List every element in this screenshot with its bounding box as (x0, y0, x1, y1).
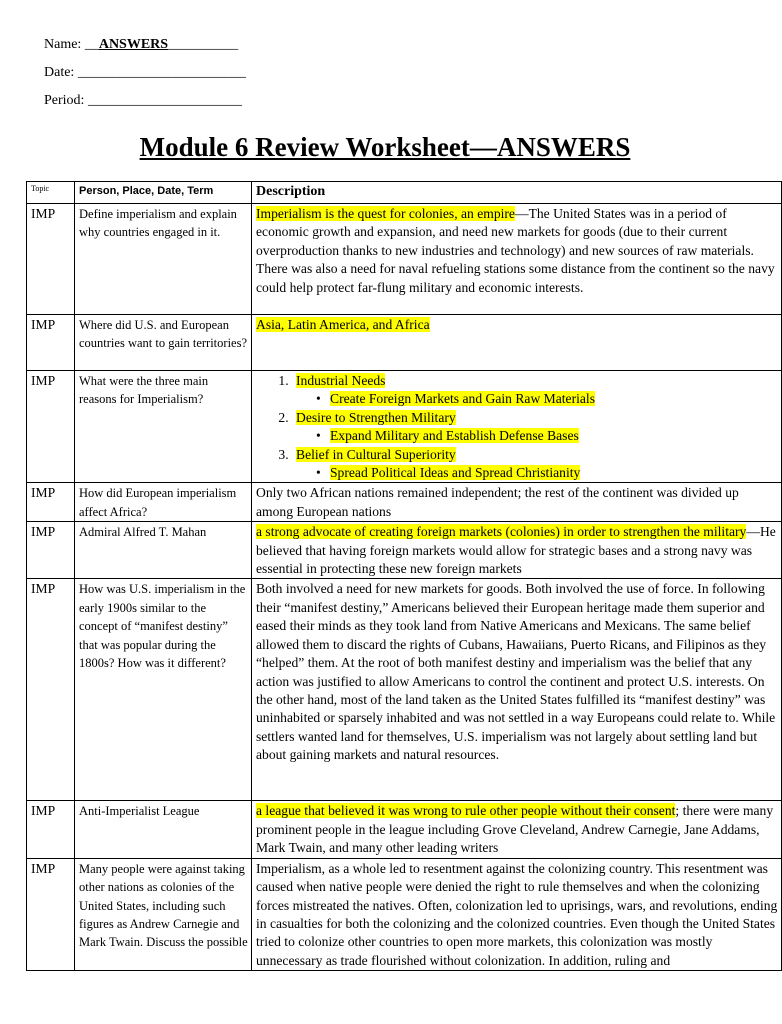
reasons-list (256, 372, 778, 482)
row-topic: IMP (27, 801, 75, 858)
row-description (252, 801, 782, 858)
reason-sub: Create Foreign Markets and Gain Raw Materials (330, 391, 595, 407)
row-topic: IMP (27, 858, 75, 970)
row-description: Both involved a need for new markets for goods. Both involved the use of force. In following their “manifest destiny,” Americans believed their European heritage made them superior and eased their minds as they took land from Native Americans and Mexicans. The same belief allowed them to discard the rights of Cubans, Hawaiians, Puerto Ricans, and Filipinos as they “helped” them. At the root of both manifest destiny and imperialism was the belief that any action was justified to allow Americans to control the continent and protect U.S. interests. On the other hand, most of the land taken as the United States fulfilled its “manifest destiny” was uninhabited or sparsely inhabited and was not settled in a way Europeans could relate to. While settlers wanted land for themselves, U.S. imperialism was not largely about settling land but about gaining markets and natural resources. (252, 579, 782, 801)
name-value: ANSWERS (98, 37, 169, 52)
row-description (252, 371, 782, 483)
table-row (27, 371, 782, 483)
reason-subitem (326, 464, 778, 482)
table-header-row (27, 182, 782, 204)
name-line (44, 37, 238, 53)
answer-text: —The United States was in a period of economic growth and expansion, and need new markets for goods (due to their current overproduction thanks to new industries and technology) and new sources of raw materials. There was also a need for naval refueling stations some distance from the continent so the navy could help protect far-flung military and economic interests. (256, 206, 775, 295)
row-term: Admiral Alfred T. Mahan (75, 522, 252, 579)
reason-item (292, 409, 778, 446)
row-term: Many people were against taking other nations as colonies of the United States, including such figures as Andrew Carnegie and Mark Twain. Discuss the possible (75, 858, 252, 970)
reason-subitem (326, 427, 778, 445)
header-term: Person, Place, Date, Term (75, 182, 252, 204)
answer-text: ; there were many prominent people in the league including Grove Cleveland, Andrew Carnegie, Jane Addams, Mark Twain, and many other leading writers (256, 803, 774, 856)
reason-title: Industrial Needs (296, 373, 386, 388)
period-line: Period: ______________________ (44, 93, 242, 108)
row-topic: IMP (27, 204, 75, 315)
highlighted-answer: a league that believed it was wrong to rule other people without their consent (256, 803, 676, 819)
table-row (27, 522, 782, 579)
table-row (27, 483, 782, 522)
row-topic: IMP (27, 579, 75, 801)
row-term: What were the three main reasons for Imperialism? (75, 371, 252, 483)
reason-item (292, 446, 778, 483)
date-line: Date: ________________________ (44, 65, 246, 80)
page-title: Module 6 Review Worksheet—ANSWERS (139, 132, 631, 162)
row-topic: IMP (27, 483, 75, 522)
table-row (27, 579, 782, 801)
table-row (27, 315, 782, 371)
reason-sub: Expand Military and Establish Defense Bases (330, 428, 579, 444)
row-term: Define imperialism and explain why countries engaged in it. (75, 204, 252, 315)
header-description: Description (252, 182, 782, 204)
row-term: Anti-Imperialist League (75, 801, 252, 858)
reason-subitem (326, 390, 778, 408)
row-description (252, 522, 782, 579)
name-blank: __________ (168, 37, 239, 52)
row-topic: IMP (27, 371, 75, 483)
name-label: Name: __ (44, 37, 99, 52)
answer-text: —He believed that having foreign markets would allow for strategic bases and a strong navy was essential in protecting these new foreign markets (256, 524, 776, 577)
row-description (252, 204, 782, 315)
table-row (27, 204, 782, 315)
row-term: Where did U.S. and European countries want to gain territories? (75, 315, 252, 371)
row-description: Imperialism, as a whole led to resentment against the colonizing country. This resentment was caused when native people were denied the right to rule themselves and when the colonizing forces mistreated the natives. Often, colonization led to uprisings, wars, and revolutions, ending in casualties for both the colonizing and the colonized countries. Even though the United States tried to colonize other countries to open more markets, this colonization was mostly unnecessary as trade flourished without colonization. In addition, ruling and (252, 858, 782, 970)
highlighted-answer: a strong advocate of creating foreign markets (colonies) in order to strengthen the military (256, 524, 747, 540)
reason-item (292, 372, 778, 409)
row-description: Only two African nations remained independent; the rest of the continent was divided up among European nations (252, 483, 782, 522)
review-table (26, 181, 782, 971)
highlighted-answer: Imperialism is the quest for colonies, an empire (256, 206, 515, 221)
reason-sub: Spread Political Ideas and Spread Christianity (330, 465, 581, 481)
row-topic: IMP (27, 315, 75, 371)
row-topic: IMP (27, 522, 75, 579)
table-row (27, 801, 782, 858)
row-term: How did European imperialism affect Africa? (75, 483, 252, 522)
row-term: How was U.S. imperialism in the early 1900s similar to the concept of “manifest destiny” that was popular during the 1800s? How was it different? (75, 579, 252, 801)
reason-title: Desire to Strengthen Military (296, 409, 456, 425)
reason-title: Belief in Cultural Superiority (296, 446, 456, 462)
row-description (252, 315, 782, 371)
header-topic: Topic (27, 182, 75, 204)
highlighted-answer: Asia, Latin America, and Africa (256, 317, 430, 332)
table-row (27, 858, 782, 970)
